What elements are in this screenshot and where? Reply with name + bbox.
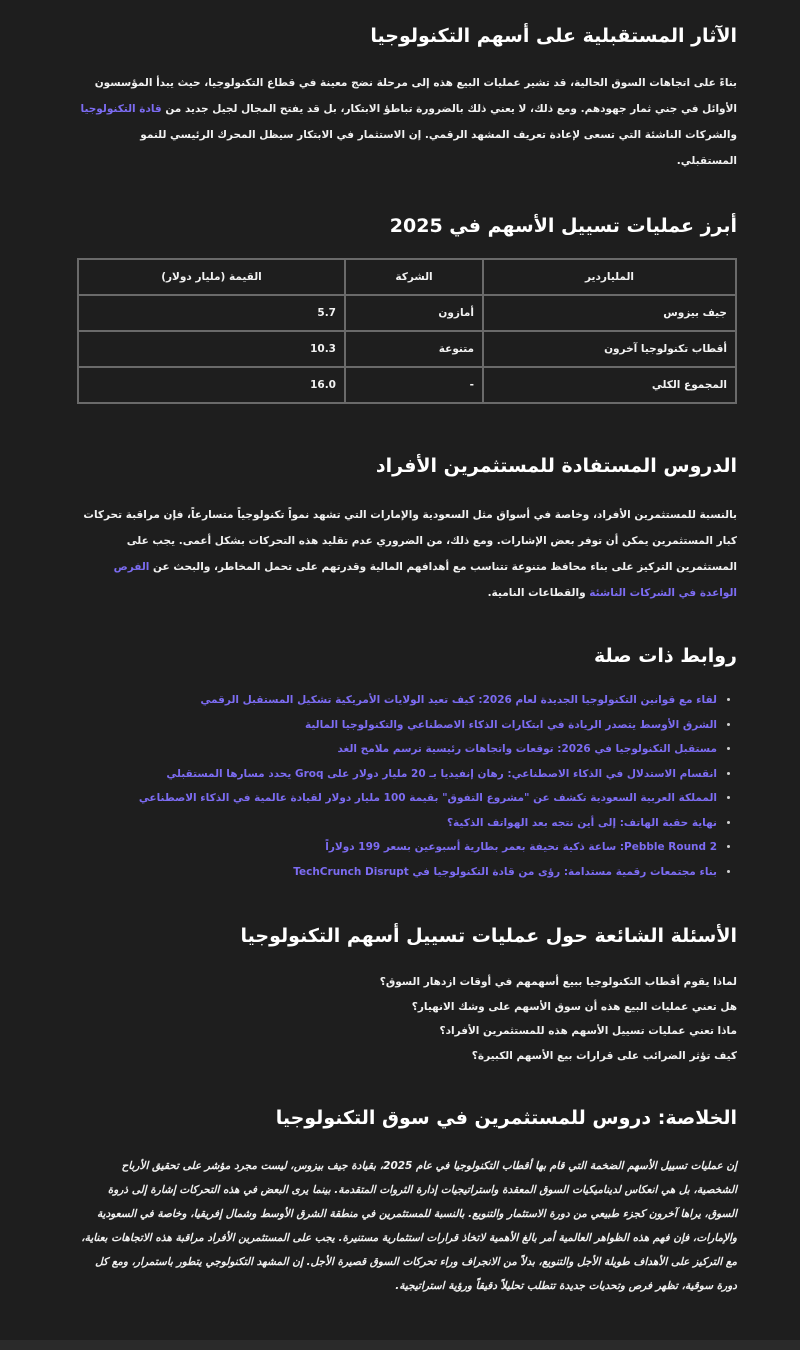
stock-sales-table (77, 258, 737, 404)
faq-question[interactable]: هل تعني عمليات البيع هذه أن سوق الأسهم على وشك الانهيار؟ (411, 1000, 737, 1013)
related-links-list (77, 688, 737, 884)
cell-value: 10.3 (78, 331, 345, 367)
table-header-row (78, 259, 736, 295)
paragraph-conclusion: إن عمليات تسييل الأسهم الضخمة التي قام بها أقطاب التكنولوجيا في عام 2025، بقيادة جيف بيزوس، ليست مجرد مؤشر على تحقيق الأرباح الشخصية، بل هي انعكاس لديناميكيات السوق المعقدة واستراتيجيات إدارة الثروات المتقدمة. بينما يرى البعض في هذه التحركات إشارة إلى ذروة السوق، يراها آخرون كجزء طبيعي من دورة الاستثمار والتنويع. بالنسبة للمستثمرين في منطقة الشرق الأوسط وشمال إفريقيا، وخاصة في السعودية والإمارات، فإن فهم هذه الظواهر العالمية أمر بالغ الأهمية لاتخاذ قرارات استثمارية مستنيرة. يجب على المستثمرين الأفراد مراقبة هذه الاتجاهات بعناية، مع التركيز على الأهداف طويلة الأجل والتنويع، بدلاً من الانجراف وراء تحركات السوق قصيرة الأجل. إن المشهد التكنولوجي يتطور باستمرار، ومع كل دورة سوقية، تظهر فرص وتحديات جديدة تتطلب تحليلاً دقيقاً ورؤية استراتيجية. (81, 1160, 737, 1292)
link-tech-leaders[interactable]: قادة التكنولوجيا (80, 103, 162, 115)
section-heading-related-links: روابط ذات صلة (594, 645, 737, 667)
related-link[interactable]: لقاء مع قوانين التكنولوجيا الجديدة لعام 2026: كيف تعيد الولايات الأمريكية تشكيل المستقبل الرقمي (200, 694, 717, 706)
link-startup-opportunities[interactable]: الفرص الواعدة في الشركات الناشئة (113, 561, 737, 599)
related-link[interactable]: المملكة العربية السعودية تكشف عن "مشروع التفوق" بقيمة 100 مليار دولار لقيادة عالمية في الذكاء الاصطناعي (138, 792, 717, 804)
cell-value: 16.0 (78, 367, 345, 403)
column-header-value: القيمة (مليار دولار) (78, 259, 345, 295)
cell-company: أمازون (345, 295, 483, 331)
paragraph-future-impact (77, 70, 737, 174)
faq-question[interactable]: ماذا تعني عمليات تسييل الأسهم هذه للمستثمرين الأفراد؟ (439, 1025, 737, 1037)
cell-billionaire: المجموع الكلي (483, 367, 736, 403)
related-link[interactable]: مستقبل التكنولوجيا في 2026: توقعات واتجاهات رئيسية ترسم ملامح الغد (337, 743, 717, 755)
paragraph-lessons (77, 502, 737, 606)
section-heading-faq: الأسئلة الشائعة حول عمليات تسييل أسهم التكنولوجيا (240, 925, 737, 947)
section-heading-conclusion: الخلاصة: دروس للمستثمرين في سوق التكنولوجيا (275, 1107, 737, 1129)
section-heading-future-impact: الآثار المستقبلية على أسهم التكنولوجيا (370, 25, 737, 47)
faq-question[interactable]: لماذا يقوم أقطاب التكنولوجيا ببيع أسهمهم في أوقات ازدهار السوق؟ (379, 976, 737, 988)
paragraph-text: والقطاعات النامية. (487, 587, 590, 599)
page-bottom-edge (0, 1340, 800, 1350)
section-heading-top-sales: أبرز عمليات تسييل الأسهم في 2025 (389, 215, 737, 237)
list-item (77, 835, 717, 860)
list-item (77, 762, 717, 787)
list-item (77, 737, 717, 762)
table-row (78, 331, 736, 367)
related-link[interactable]: نهاية حقبة الهاتف: إلى أين نتجه بعد الهواتف الذكية؟ (446, 816, 717, 829)
cell-value: 5.7 (78, 295, 345, 331)
list-item (77, 688, 717, 713)
cell-billionaire: أقطاب تكنولوجيا آخرون (483, 331, 736, 367)
related-link[interactable]: بناء مجتمعات رقمية مستدامة: رؤى من قادة التكنولوجيا في TechCrunch Disrupt (293, 865, 717, 878)
table-row (78, 295, 736, 331)
related-link[interactable]: الشرق الأوسط يتصدر الريادة في ابتكارات الذكاء الاصطناعي والتكنولوجيا المالية (305, 718, 717, 731)
list-item (77, 786, 717, 811)
faq-question[interactable]: كيف تؤثر الضرائب على قرارات بيع الأسهم الكبيرة؟ (471, 1049, 737, 1062)
cell-company: - (345, 367, 483, 403)
paragraph-text: والشركات الناشئة التي تسعى لإعادة تعريف المشهد الرقمي. إن الاستثمار في الابتكار سيظل المحرك الرئيسي للنمو المستقبلي. (140, 129, 737, 167)
related-link[interactable]: Pebble Round 2: ساعة ذكية نحيفة بعمر بطارية أسبوعين بسعر 199 دولاراً (325, 841, 717, 853)
list-item (77, 713, 717, 738)
table-row (78, 367, 736, 403)
cell-billionaire: جيف بيزوس (483, 295, 736, 331)
faq-list (380, 970, 737, 1068)
paragraph-text: بالنسبة للمستثمرين الأفراد، وخاصة في أسواق مثل السعودية والإمارات التي تشهد نمواً تكنولوجياً متسارعاً، فإن مراقبة تحركات كبار المستثمرين يمكن أن توفر بعض الإشارات. ومع ذلك، من الضروري عدم تقليد هذه التحركات بشكل أعمى. يجب على المستثمرين التركيز على بناء محافظ متنوعة تتناسب مع أهدافهم المالية وقدرتهم على تحمل المخاطر، والبحث عن (83, 509, 737, 573)
cell-company: متنوعة (345, 331, 483, 367)
list-item (77, 811, 717, 836)
column-header-billionaire: الملياردير (483, 259, 736, 295)
list-item (77, 860, 717, 885)
column-header-company: الشركة (345, 259, 483, 295)
section-heading-lessons: الدروس المستفادة للمستثمرين الأفراد (375, 455, 737, 477)
paragraph-text: بناءً على اتجاهات السوق الحالية، قد تشير عمليات البيع هذه إلى مرحلة نضج معينة في قطاع التكنولوجيا، حيث يبدأ المؤسسون الأوائل في جني ثمار جهودهم. ومع ذلك، لا يعني ذلك بالضرورة تباطؤ الابتكار، بل قد يفتح المجال لجيل جديد من (94, 77, 737, 115)
related-link[interactable]: انقسام الاستدلال في الذكاء الاصطناعي: رهان إنفيديا بـ 20 مليار دولار على Groq يحدد مسارها المستقبلي (166, 767, 717, 780)
